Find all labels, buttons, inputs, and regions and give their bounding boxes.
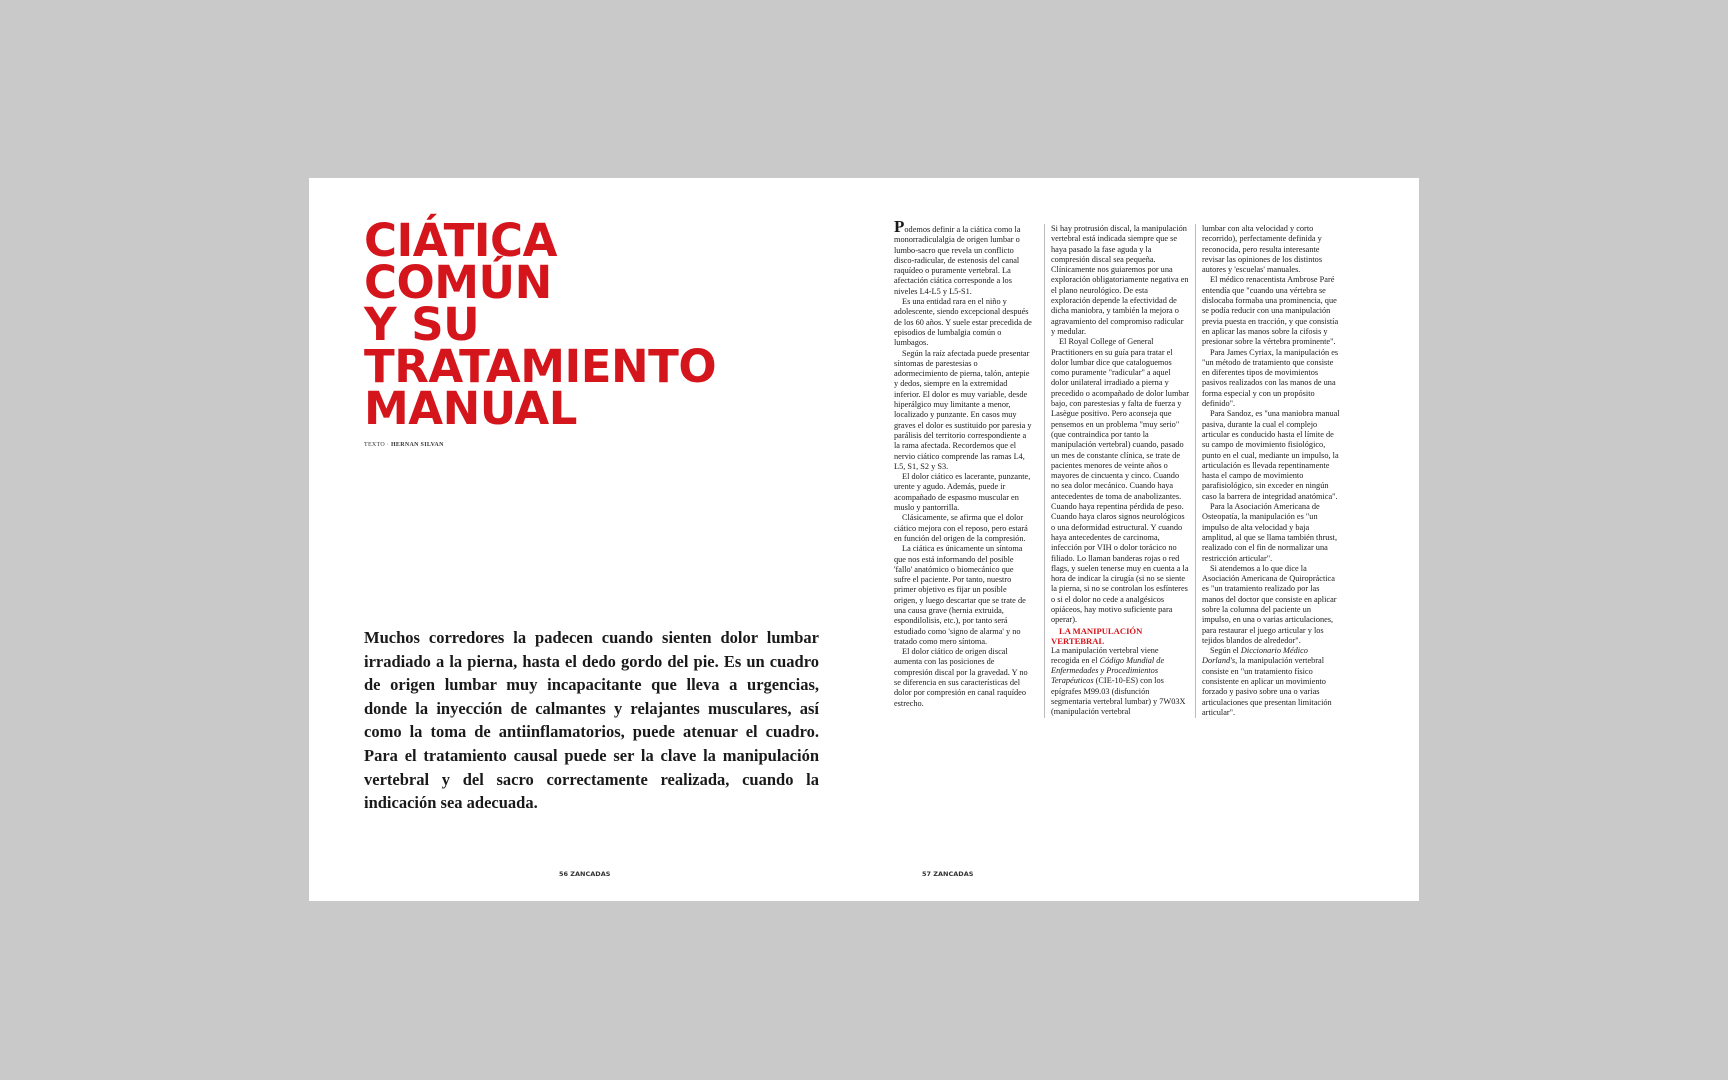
body-paragraph: Si hay protrusión discal, la manipulación vertebral está indicada siempre que se haya pasado la fase aguda y la compresión discal sea pequeña. Clínicamente nos guiaremos por una exploración obligatoriamente negativa en el plano neurológico. De esta exploración depende la efectividad de dicha maniobra, y también la mejora o agravamiento del compromiso radicular y medular. — [1051, 224, 1189, 336]
body-paragraph — [1051, 646, 1189, 718]
title-line: CIÁTICA — [364, 214, 557, 267]
body-paragraph: Si atendemos a lo que dice la Asociación Americana de Quiropráctica es "un tratamiento realizado por las manos del doctor que consiste en aplicar sobre la columna del paciente un impulso, en una o varias articulaciones, para restaurar el juego articular y los tejidos blandos de alrededor". — [1202, 563, 1337, 645]
text-column-2 — [1044, 224, 1189, 718]
body-paragraph: La ciática es únicamente un síntoma que nos está informando del posible 'fallo' anatómico o biomecánico que sufre el paciente. Por tanto, nuestro primer objetivo es fijar un posible origen, y luego descartar que se trate de una causa grave (hernia extruida, espondilolisis, etc.), por tanto será estudiado como 'signo de alarma' y no tratado como mero síntoma. — [894, 544, 1026, 646]
body-paragraph — [894, 217, 1032, 297]
left-page — [309, 178, 864, 901]
body-text: odemos definir a la ciática como la monorradiculalgia de origen lumbar o lumbo-sacro que revela un conflicto disco-radicular, de estenosis del canal raquídeo o puramente vertebral. La afectación ciática corresponde a los niveles L4-L5 y L5-S1. — [894, 225, 1021, 296]
body-text-italic: Diccionario Médico Dorland's — [1202, 646, 1308, 666]
body-paragraph — [1202, 646, 1340, 718]
intro-paragraph: Muchos corredores la padecen cuando sienten dolor lumbar irradiado a la pierna, hasta el dedo gordo del pie. Es un cuadro de origen lumbar muy incapacitante que lleva a urgencias, donde la inyección de calmantes y relajantes musculares, así como la toma de antiinflamatorios, puede atenuar el cuadro. Para el tratamiento causal puede ser la clave la manipulación vertebral y del sacro correctamente realizada, cuando la indicación sea adecuada. — [364, 628, 819, 813]
body-paragraph: Según la raíz afectada puede presentar síntomas de parestesias o adormecimiento de pierna, talón, antepie y dedos, siempre en la extremidad inferior. El dolor es muy variable, desde hiperálgico muy limitante a menor, localizado y punzante. En casos muy graves el dolor es sustituido por paresia y parálisis del territorio correspondiente a la rama afectada. Recordemos que el nervio ciático comprende las ramas L4, L5, S1, S2 y S3. — [894, 348, 1032, 471]
body-text: Según el — [1210, 646, 1241, 656]
body-paragraph: lumbar con alta velocidad y corto recorrido), perfectamente definida y reconocida, pero resulta interesante revisar las opiniones de los distintos autores y 'escuelas' manuales. — [1202, 224, 1323, 275]
drop-cap: P — [894, 217, 905, 236]
title-line: TRATAMIENTO — [364, 340, 717, 393]
title-line: MANUAL — [364, 382, 577, 435]
title-line: COMÚN — [364, 256, 552, 309]
body-text: (CIE-10-ES) con los epígrafes M99.03 (disfunción segmentaria vertebral lumbar) y 7W03X (manipulación vertebral — [1051, 676, 1186, 717]
title-line: Y SU — [364, 298, 480, 351]
body-paragraph: Es una entidad rara en el niño y adolescente, siendo excepcional después de los 60 años. Y suele estar precedida de episodios de lumbalgia común o lumbagos. — [894, 297, 1032, 348]
magazine-spread — [309, 178, 1419, 901]
byline-author: HERNAN SILVAN — [390, 442, 444, 448]
byline-label: TEXTO · — [364, 442, 391, 448]
article-title — [364, 214, 717, 435]
body-text: , la manipulación vertebral consiste en "un tratamiento físico consistente en aplicar un movimiento forzado y pasivo sobre una o varias articulaciones que presentan limitación articular". — [1202, 656, 1332, 717]
body-paragraph: El Royal College of General Practitioners en su guía para tratar el dolor lumbar dice que cataloguemos como puramente "radicular" a aquel dolor unilateral irradiado a pierna y precedido o acompañado de dolor lumbar bajo, con parestesias y falta de fuerza y Lasègue positivo. Pero aconseja que pensemos en un problema "muy serio" (que contraindica por tanto la manipulación vertebral) cuando, pasado un mes de constante clínica, se trate de pacientes menores de veinte años o mayores de cincuenta y cinco. Cuando no sea dolor mecánico. Cuando haya antecedentes de toma de anabolizantes. Cuando haya repentina pérdida de peso. Cuando haya claros signos neurológicos o una deformidad estructural. Y cuando haya antecedentes de carcinoma, infección por VIH o dolor torácico no filiado. Lo llaman banderas rojas o red flags, y suelen tenerse muy en cuenta a la hora de indicar la cirugía (si no se siente la pierna, si no se controlan los esfínteres o si el dolor no cede a analgésicos opiáceos, hay motivo suficiente para operar). — [1051, 337, 1190, 625]
page-number-right: 57 ZANCADAS — [922, 870, 974, 878]
section-subhead: LA MANIPULACIÓN VERTEBRAL — [1051, 625, 1143, 646]
text-column-1 — [894, 217, 1032, 709]
body-paragraph: Para James Cyriax, la manipulación es "un método de tratamiento que consiste en diferentes tipos de movimientos pasivos realizados con las manos de una forma especial y con un propósito definido". — [1202, 347, 1339, 409]
body-text-italic: Código Mundial de Enfermedades y Procedimientos Terapéuticos — [1051, 655, 1165, 686]
body-paragraph: Clásicamente, se afirma que el dolor ciático mejora con el reposo, pero estará en función del origen de la compresión. — [894, 513, 1028, 543]
body-paragraph: Para la Asociación Americana de Osteopatía, la manipulación es "un impulso de alta velocidad y baja amplitud, al que se llama también thrust, realizado con el fin de normalizar una restricción articular". — [1202, 502, 1338, 563]
body-paragraph: El médico renacentista Ambrose Paré entendía que "cuando una vértebra se dislocaba formaba una prominencia, que se podía reducir con una manipulación previa puesta en tracción, y que consistía en aplicar las manos sobre la cifosis y presionar sobre la vértebra prominente". — [1202, 275, 1339, 347]
body-paragraph: El dolor ciático es lacerante, punzante, urente y agudo. Además, puede ir acompañado de espasmo muscular en muslo y pantorrilla. — [894, 472, 1031, 513]
byline — [364, 442, 444, 448]
body-paragraph: El dolor ciático de origen discal aumenta con las posiciones de compresión discal por la gravedad. Y no se diferencia en sus características del dolor por compresión en canal raquídeo estrecho. — [894, 647, 1028, 708]
text-column-3 — [1195, 224, 1340, 718]
body-paragraph: Para Sandoz, es "una maniobra manual pasiva, durante la cual el complejo articular es conducido hasta el límite de su campo de movimiento fisiológico, punto en el cual, mediante un impulso, la articulación es llevada repentinamente hasta el campo de movimiento parafisiológico, sin exceder en ningún caso la barrera de integridad anatómica". — [1202, 409, 1340, 501]
page-number-left: 56 ZANCADAS — [559, 870, 611, 878]
right-page — [864, 178, 1419, 901]
body-text: La manipulación vertebral viene recogida en el — [1051, 645, 1159, 665]
